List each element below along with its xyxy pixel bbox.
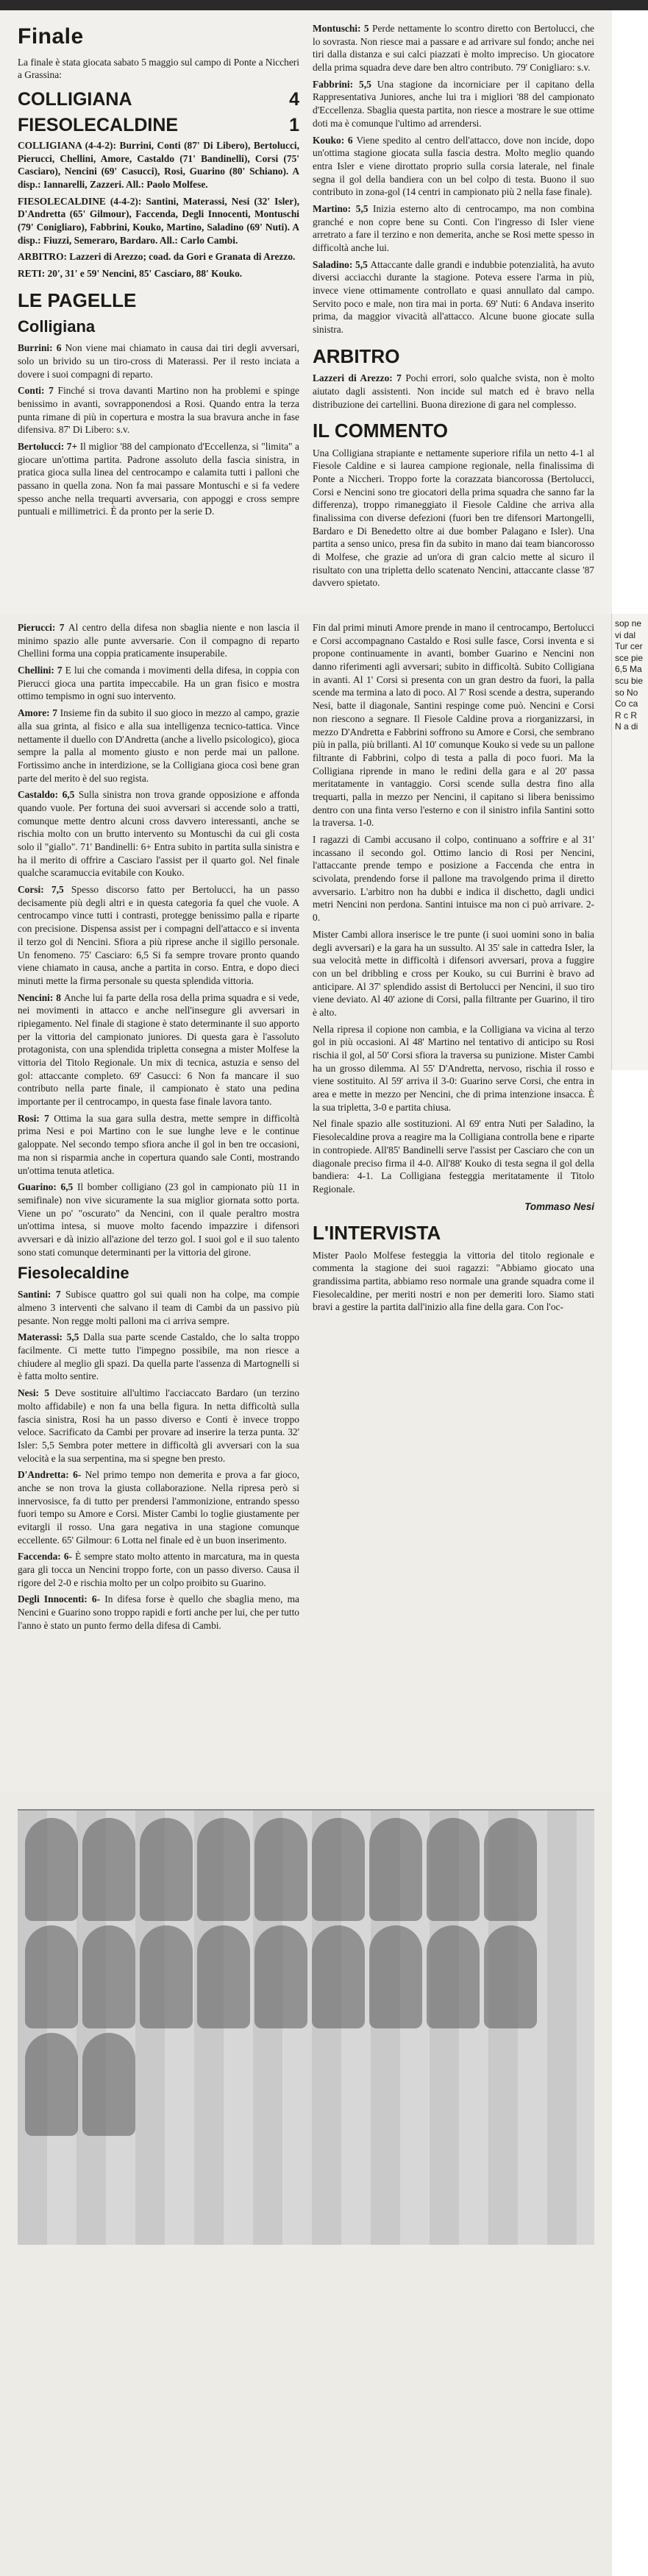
player-figure [82, 2033, 135, 2136]
team1-ratings [18, 342, 299, 518]
player-name: Castaldo: 6,5 [18, 789, 79, 801]
player-name: Martino: 5,5 [313, 202, 374, 214]
player-comment: Ottima la sua gara sulla destra, mette sempre in difficoltà prima Nesi e poi Martino con le sue lunghe leve e le continue galoppate. Nel secondo tempo sfiora anche il gol in ben tre occasioni, ma non si risparmia anche in copertura quando sale Conti, mostrando un'ottima tenuta atletica. [18, 1112, 299, 1176]
team1-heading: Colligiana [18, 317, 96, 336]
player-comment: Sulla sinistra non trova grande opposizione e affonda quando vuole. Per fortuna dei suoi avversari si accende solo a tratti, comunque mette dentro alcuni cross davvero interessanti, anche se rischia molto con un brutto intervento su Montuschi da cui gli costa solo il "giallo". 71' Bandinelli: 6+ Entra subito in partita sulla sinistra e ha il merito di offrire a Casciaro l'assist per il quarto gol. Nel finale qualche scaramuccia evitabile con Kouko. [18, 789, 299, 879]
player-name: Rosi: 7 [18, 1112, 54, 1124]
commento-paragraph: Nel finale spazio alle sostituzioni. Al 69' entra Nuti per Saladino, la Fiesolecaldine prova a reagire ma la Colligiana controlla bene e riparte in contropiede. All'85' Bandinelli serve l'assist per Casciaro che con un diagonale preciso firma il 4-0. All'88' Kouko di testa segna il gol della bandiera: 4-1. La Colligiana festeggia meritatamente il Titolo Regionale. [313, 1118, 594, 1195]
page-header-bar [0, 0, 648, 10]
player-comment: Inizia esterno alto di centrocampo, ma non combina granché e non copre bene su Conti. Con l'ingresso di Isler viene arretrato a fare il terzino e non demerita, anche se Rosi mette spesso in difficoltà anche lui. [313, 202, 594, 253]
team1-ratings-continued [18, 621, 299, 1259]
arbitro-name: Lazzeri di Arezzo: 7 [313, 372, 402, 384]
player-rating [18, 1593, 299, 1632]
player-name: D'Andretta: 6- [18, 1469, 85, 1481]
player-name: Pierucci: 7 [18, 622, 68, 633]
away-team: FIESOLECALDINE [18, 114, 179, 135]
goals-line: RETI: 20', 31' e 59' Nencini, 85' Casciaro, 88' Kouko. [18, 268, 243, 280]
player-rating [18, 883, 299, 988]
finale-intro: La finale è stata giocata sabato 5 maggio sul campo di Ponte a Niccheri a Grassina: [18, 56, 299, 81]
player-rating [18, 1387, 299, 1465]
player-name: Guarino: 6,5 [18, 1181, 77, 1193]
adjacent-article-fragment: sop ne vi dal Tur cer sce pie 6,5 Ma scu bie so No Co ca R c R N a di [615, 618, 644, 732]
section-title-finale: Finale [18, 24, 84, 49]
commento-paragraph: Nella ripresa il copione non cambia, e la Colligiana va vicina al terzo gol in più occasioni. Al 48' Martino nel tentativo di anticipo su Rosi rischia il gol, al 50' Corsi sfiora la traversa su punizione. Mister Cambi ha un grosso dilemma. Al 55' D'Andretta, nervoso, rischia il rosso e viene sostituito. Al 59' arriva il 3-0: Guarino serve Corsi, che entra in area e mette in mezzo per Nencini, che di prima intenzione insacca. È la sua tripletta, 3-0 e partita chiusa. [313, 1023, 594, 1113]
player-figure [25, 1925, 78, 2028]
intervista-text: Mister Paolo Molfese festeggia la vittoria del titolo regionale e commenta la stagione dei suoi ragazzi: "Abbiamo giocato una grandissima partita, abbiamo reso normale una grande squadra come il Fiesolecaldine, per meriti nostri e non per demeriti loro. Siamo stati bravi a gestire la partita dall'inizio alla fine della gara. Con l'oc- [313, 1249, 594, 1313]
player-name: Burrini: 6 [18, 342, 65, 354]
player-name: Fabbrini: 5,5 [313, 78, 377, 90]
player-figure [369, 1925, 422, 2028]
score-home [18, 88, 299, 112]
player-figure [82, 1925, 135, 2028]
player-name: Santini: 7 [18, 1289, 65, 1301]
player-name: Bertolucci: 7+ [18, 441, 80, 452]
arbitro-text: Pochi errori, solo qualche svista, non è molto aiutato dagli assistenti. Non incide sul match ed è bravo nella distribuzione dei cartellini. Buona direzione di gara nel complesso. [313, 372, 594, 410]
player-rating [18, 1288, 299, 1327]
commento-paragraph: I ragazzi di Cambi accusano il colpo, continuano a soffrire e al 31' incassano il secondo gol. Ottimo lancio di Rosi per Nencini, l'attaccante prende tempo e posizione a Faccenda che entra in scivolata, prendendo forse il pallone ma travolgendo prima il diretto avversario. L'arbitro non ha dubbi e indica il dischetto, dagli undici metri Nencini non perdona. Santini intuisce ma non ci può arrivare. 2-0. [313, 834, 594, 924]
player-comment: Anche lui fa parte della rosa della prima squadra e si vede, nei movimenti in attacco e anche nell'insegure gli avversari in ripiegamento. Nel finale di stagione è stato determinante il suo apporto per la vittoria del campionato juniores. Di questa gara è l'assoluto protagonista, con una splendida tripletta consegna a mister Molfese la vittoria del Titolo Regionale. Un mix di tecnica, astuzia e senso del gol: attaccante completo. 69' Casucci: 6 Non fa mancare il suo contributo nella parte finale, il campionato è stato una pedina importante per il centrocampo, in questa fase finale lavora tanto. [18, 991, 299, 1108]
player-rating [18, 1181, 299, 1259]
home-team: COLLIGIANA [18, 88, 132, 110]
column-right-2 [313, 621, 594, 1636]
player-comment: Il miglior '88 del campionato d'Eccellenza, si "limita" a giocare un'ottima partita. Padrone assoluto della fascia sinistra, in pratica gioca sulla linea del centrocampo e calamita tutti i palloni che passano in quella zona. Non fa mai passare Montuschi e si fa vedere spesso anche nella trequarti avversaria, con appoggi e cross sempre puntuali e millimetrici. È da pronto per la serie D. [18, 441, 299, 517]
player-comment: E lui che comanda i movimenti della difesa, in coppia con Pierucci gioca una partita impeccabile. Ha un gran fisico e mostra ottimo tempismo in ogni suo intervento. [18, 665, 300, 702]
player-comment: Viene spedito al centro dell'attacco, dove non incide, dopo un'ottima stagione giocata sulla fascia destra. Molto meglio quando entra Isler e viene dirottato proprio sulla corsia laterale, nel finale segna il gol della bandiera con un bel colpo di testa. Buono il suo contributo in zona-gol (14 centri in campionato più 2 nella fase finale). [313, 134, 594, 198]
team-photo [18, 1809, 594, 2245]
section-title-arbitro: ARBITRO [313, 344, 400, 367]
player-name: Montuschi: 5 [313, 23, 372, 34]
player-comment: Non viene mai chiamato in causa dai tiri degli avversari, solo un brivido su un tiro-cross di Materassi. Per il resto inciata a dovere i suoi compagni di reparto. [18, 342, 299, 380]
adjacent-article-strip [611, 614, 648, 1070]
team2-heading: Fiesolecaldine [18, 1264, 129, 1283]
player-rating [18, 1468, 299, 1546]
player-comment: È sempre stato molto attento in marcatura, ma in questa gara gli tocca un Nencini troppo forte, con un passo diverso. Causa il rigore del 2-0 e rischia molto per un colpo proibito su Guarino. [18, 1551, 299, 1588]
player-name: Corsi: 7,5 [18, 884, 71, 896]
player-comment: Subisce quattro gol sui quali non ha colpe, ma compie almeno 3 interventi che salvano il team di Cambi da un passivo più pesante. Non regge molti palloni ma ci arriva sempre. [18, 1289, 299, 1326]
away-score: 1 [289, 114, 299, 135]
player-rating [313, 22, 594, 74]
player-rating [18, 1331, 299, 1383]
player-rating [18, 991, 299, 1108]
commento-body [313, 447, 594, 590]
section-title-intervista: L'INTERVISTA [313, 1222, 441, 1245]
commento-author: Tommaso Nesi [524, 1200, 594, 1212]
player-rating [18, 707, 299, 785]
column-left [18, 22, 299, 593]
away-lineup: FIESOLECALDINE (4-4-2): Santini, Materassi, Nesi (32' Isler), D'Andretta (65' Gilmour), Faccenda, Degli Innocenti, Montuschi (79' Conigliaro), Fabbrini, Kouko, Martino, Saladino (69' Nuti). A disp.: Fiuzzi, Semeraro, Bardaro. All.: Carlo Cambi. [18, 195, 299, 246]
player-comment: Il bomber colligiano (23 gol in campionato più 11 in semifinale) non vive sicuramente la sua miglior giornata sotto porta. Viene un po' "oscurato" da Nencini, con il quale peraltro mostra un'ottima intesa, si muove molto facendo impazzire i difensori avversari e dà inizio all'azione del terzo gol. I suoi gol e il suo talento sono stati comunque determinanti per la vittoria del girone. [18, 1181, 299, 1258]
player-figure [140, 1818, 193, 1921]
player-figure [25, 1818, 78, 1921]
player-rating [313, 258, 594, 336]
referee-line: ARBITRO: Lazzeri di Arezzo; coad. da Gori e Granata di Arezzo. [18, 251, 296, 263]
player-figure [254, 1925, 307, 2028]
player-figure [140, 1925, 193, 2028]
player-comment: Attaccante dalle grandi e indubbie potenzialità, ha avuto diversi acciacchi durante la stagione. Poteva essere l'arma in più, invece viene ottimamente controllato e quasi annullato dal campo. Servito poco e male, non tira mai in porta. 69' Nuti: 6 Andava inserito prima, da maggior vivacità all'attacco. Alcune buone giocate sulla sinistra. [313, 258, 594, 336]
article-clip-middle [0, 614, 612, 1791]
player-figure [369, 1818, 422, 1921]
player-comment: Spesso discorso fatto per Bertolucci, ha un passo decisamente più degli altri e in questa categoria fa quel che vuole. A centrocampo vince tutti i contrasti, protegge benissimo palla e riparte con precisione. Dispensa assist per i compagni dell'attacco e si inventa il terzo gol di Nencini. Sfiora a più riprese anche il sigillo personale. Un fenomeno. 75' Casciaro: 6,5 Si fa sempre trovare pronto quando viene chiamato in causa, anche a partita in corso. Entra, e dopo dieci minuti mette la firma personale su questa splendida vittoria. [18, 884, 299, 986]
player-figure [484, 1818, 537, 1921]
player-name: Faccenda: 6- [18, 1551, 76, 1563]
player-figure [25, 2033, 78, 2136]
team-photo-players [18, 1811, 594, 2245]
player-comment: Insieme fin da subito il suo gioco in mezzo al campo, grazie alla sua grinta, al fisico e alla sua intelligenza tecnico-tattica. Vince nettamente il duello con D'Andretta (anche a livello psicologico), gioca sempre la palla al momento giusto e non perde mai un pallone. Fortissimo anche in interdizione, se la Colligiana gioca così bene gran parte del merito è del suo regista. [18, 707, 299, 784]
player-comment: Finché si trova davanti Martino non ha problemi e spinge benissimo in avanti, sovrapponendosi a Rosi. Quando entra la terza punta rimane di più in copertura e mostra la sua bravura anche in fase difensiva. 87' Di Libero: s.v. [18, 385, 299, 436]
player-rating [313, 202, 594, 255]
player-rating [18, 440, 299, 518]
player-name: Amore: 7 [18, 707, 60, 719]
column-left-2 [18, 621, 299, 1636]
commento-body-continued [313, 621, 594, 1196]
commento-paragraph: Mister Cambi allora inserisce le tre punte (i suoi uomini sono in balia degli avversari) e la gara ha un sussulto. Al 35' sale in cattedra Isler, la sua velocità mette in difficoltà i difensori avversari, prova a fuggire con un bel dribbling e cross per Kouko, su cui Burrini è bravo ad anticipare. Al 37' splendido assist di Bertolucci per Nencini, il suo tiro viene deviato. Al 40' azione di Corsi, palla filtrante per Guarino, il tiro è alto. [313, 928, 594, 1018]
home-score: 4 [289, 88, 299, 110]
section-title-commento: IL COMMENTO [313, 420, 448, 442]
player-rating [18, 621, 299, 660]
article-clip-photo [0, 1791, 612, 2576]
player-comment: Dalla sua parte scende Castaldo, che lo salta troppo facilmente. Ci mette tutto l'impegno possibile, ma non riesce a chiudere al meglio gli spazi. Da quella parte l'assenza di Martognelli si è fatta molto sentire. [18, 1331, 299, 1382]
player-rating [18, 1112, 299, 1177]
player-name: Degli Innocenti: 6- [18, 1593, 105, 1605]
home-lineup: COLLIGIANA (4-4-2): Burrini, Conti (87' Di Libero), Bertolucci, Pierucci, Chellini, Amore, Castaldo (71' Bandinelli), Corsi (75' Casciaro), Nencini (69' Casucci), Rosi, Guarino (80' Schiano). A disp.: Iannarelli, Zazzeri. All.: Paolo Molfese. [18, 139, 299, 191]
player-figure [427, 1925, 480, 2028]
player-rating [18, 384, 299, 436]
player-rating [18, 664, 299, 703]
player-name: Nencini: 8 [18, 991, 64, 1003]
player-name: Nesi: 5 [18, 1387, 55, 1399]
column-right [313, 22, 594, 593]
player-comment: Deve sostituire all'ultimo l'acciaccato Bardaro (un terzino molto affidabile) e non fa una bella figura. In netta difficoltà sulla fascia sinistra, Rosi ha un passo diverso e Conti è invece troppo veloce. Sacrificato da Cambi per provare ad inserire la terza punta. 32' Isler: 5,5 Sembra poter mettere in difficoltà gli avversari con la sua velocità e la sua serpentina, ma si spegne ben presto. [18, 1387, 299, 1464]
player-figure [82, 1818, 135, 1921]
player-rating [313, 134, 594, 199]
player-figure [197, 1925, 250, 2028]
commento-paragraph: Fin dal primi minuti Amore prende in mano il centrocampo, Bertolucci e Corsi accompagnano Castaldo e Rosi sulle fasce, Corsi inventa e si propone continuamente in avanti, bomber Guarino e Nencini non danno riferimenti agli avversari; subito in difficoltà. Subito Colligiana in avanti. Al 1' Corsi si presenta con un gran destro da fuori, la palla scende ma termina a lato di poco. Al 7' Rosi scende a destra, superando Nesi, batte il diagonale, Santini respinge come può. Nencini e Corsi non riescono a segnare. Il Fiesole Caldine prova a riorganizzarsi, in mezzo D'Andretta e Fabbrini soffrono su Amore e Corsi, che sembrano più in palla, più brillanti. Al 10' comunque Kouko si vede su un pallone filtrante di Fabbrini, colpo di testa a palla di poco fuori. Ma la Colligiana riprende in mano le redini della gara e al 20' passa meritatamente in vantaggio. Corsi scende sulla destra fino alla trequarti, palla in mezzo per Nencini, il capitano si libera benissimo dentro con una finta verso l'esterno e con il sinistro infila Santini sotto la traversa. 1-0. [313, 622, 594, 829]
player-figure [484, 1925, 537, 2028]
arbitro-rating [313, 372, 594, 411]
player-comment: Una stagione da incorniciare per il capitano della Rappresentativa Juniores, anche lui tra i migliori '88 del campionato d'Eccellenza. Sbaglia questa partita, non riesce a mostrare le sue ottime doti ma è comunque l'ultimo ad arrendersi. [313, 78, 594, 129]
player-figure [254, 1818, 307, 1921]
player-rating [313, 78, 594, 130]
player-rating [18, 1550, 299, 1589]
section-title-pagelle: LE PAGELLE [18, 289, 137, 311]
player-comment: Al centro della difesa non sbaglia niente e non lascia il minimo spazio alle punte avversarie. Con il compagno di reparto Chellini forma una coppia praticamente insuperabile. [18, 622, 299, 659]
score-away [18, 113, 299, 138]
player-name: Kouko: 6 [313, 134, 357, 146]
player-figure [312, 1925, 365, 2028]
player-figure [312, 1818, 365, 1921]
player-figure [197, 1818, 250, 1921]
player-name: Materassi: 5,5 [18, 1331, 84, 1343]
player-comment: In difesa forse è quello che sbaglia meno, ma Nencini e Guarino sono troppo rapidi e forti anche per lui, che per tutto l'anno è stato un punto fermo della difesa di Cambi. [18, 1593, 299, 1631]
article-clip-top [0, 10, 612, 614]
player-name: Chellini: 7 [18, 665, 65, 676]
player-name: Saladino: 5,5 [313, 258, 371, 270]
player-rating [18, 342, 299, 381]
team2-ratings [18, 1288, 299, 1632]
commento-paragraph: Una Colligiana strapiante e nettamente superiore rifila un netto 4-1 al Fiesole Caldine e si laurea campione regionale, nella finalissima di Ponte a Niccheri. Troppo forte la corazzata biancorossa (Bertolucci, Corsi e Nencini sono tre giocatori della prima squadra che sanno far la differenza), troppo rimaneggiato il Fiesole Caldine che arriva alla finalissima con diverse defezioni (fuori ben tre difensori Martongelli, Bardaro e Di Benedetto oltre ai due bomber Palagano e Isler). Una partita a senso unico, presa fin da subito in mano dai team biancorosso di Molfese, che grazie ad un'ora di gran calcio mette al sicuro il risultato con una tripletta dello scatenato Nencini, attaccante classe '87 davvero spietato. [313, 447, 594, 589]
player-name: Conti: 7 [18, 385, 58, 397]
player-rating [18, 788, 299, 880]
player-comment: Perde nettamente lo scontro diretto con Bertolucci, che lo sovrasta. Non riesce mai a passare e ad arrivare sul fondo; anche nei tiri dalla distanza e sui calci piazzati è molto impreciso. Un giocatore della prima squadra deve dare ben altro contributo. 79' Conigliaro: s.v. [313, 23, 594, 74]
player-figure [427, 1818, 480, 1921]
team2-ratings-continued [313, 22, 594, 336]
player-comment: Nel primo tempo non demerita e prova a far gioco, anche se non trova la giusta collaborazione. Nella ripresa però si innervosisce, fa di tutto per prendersi l'ammonizione, entrando spesso fuori tempo su Amore e Corsi. Mister Cambi lo toglie giustamente per evitargli il rosso. Una gara negativa in una stagione comunque eccellente. 65' Gilmour: 6 Lotta nel finale ed è un buon inserimento. [18, 1469, 299, 1546]
